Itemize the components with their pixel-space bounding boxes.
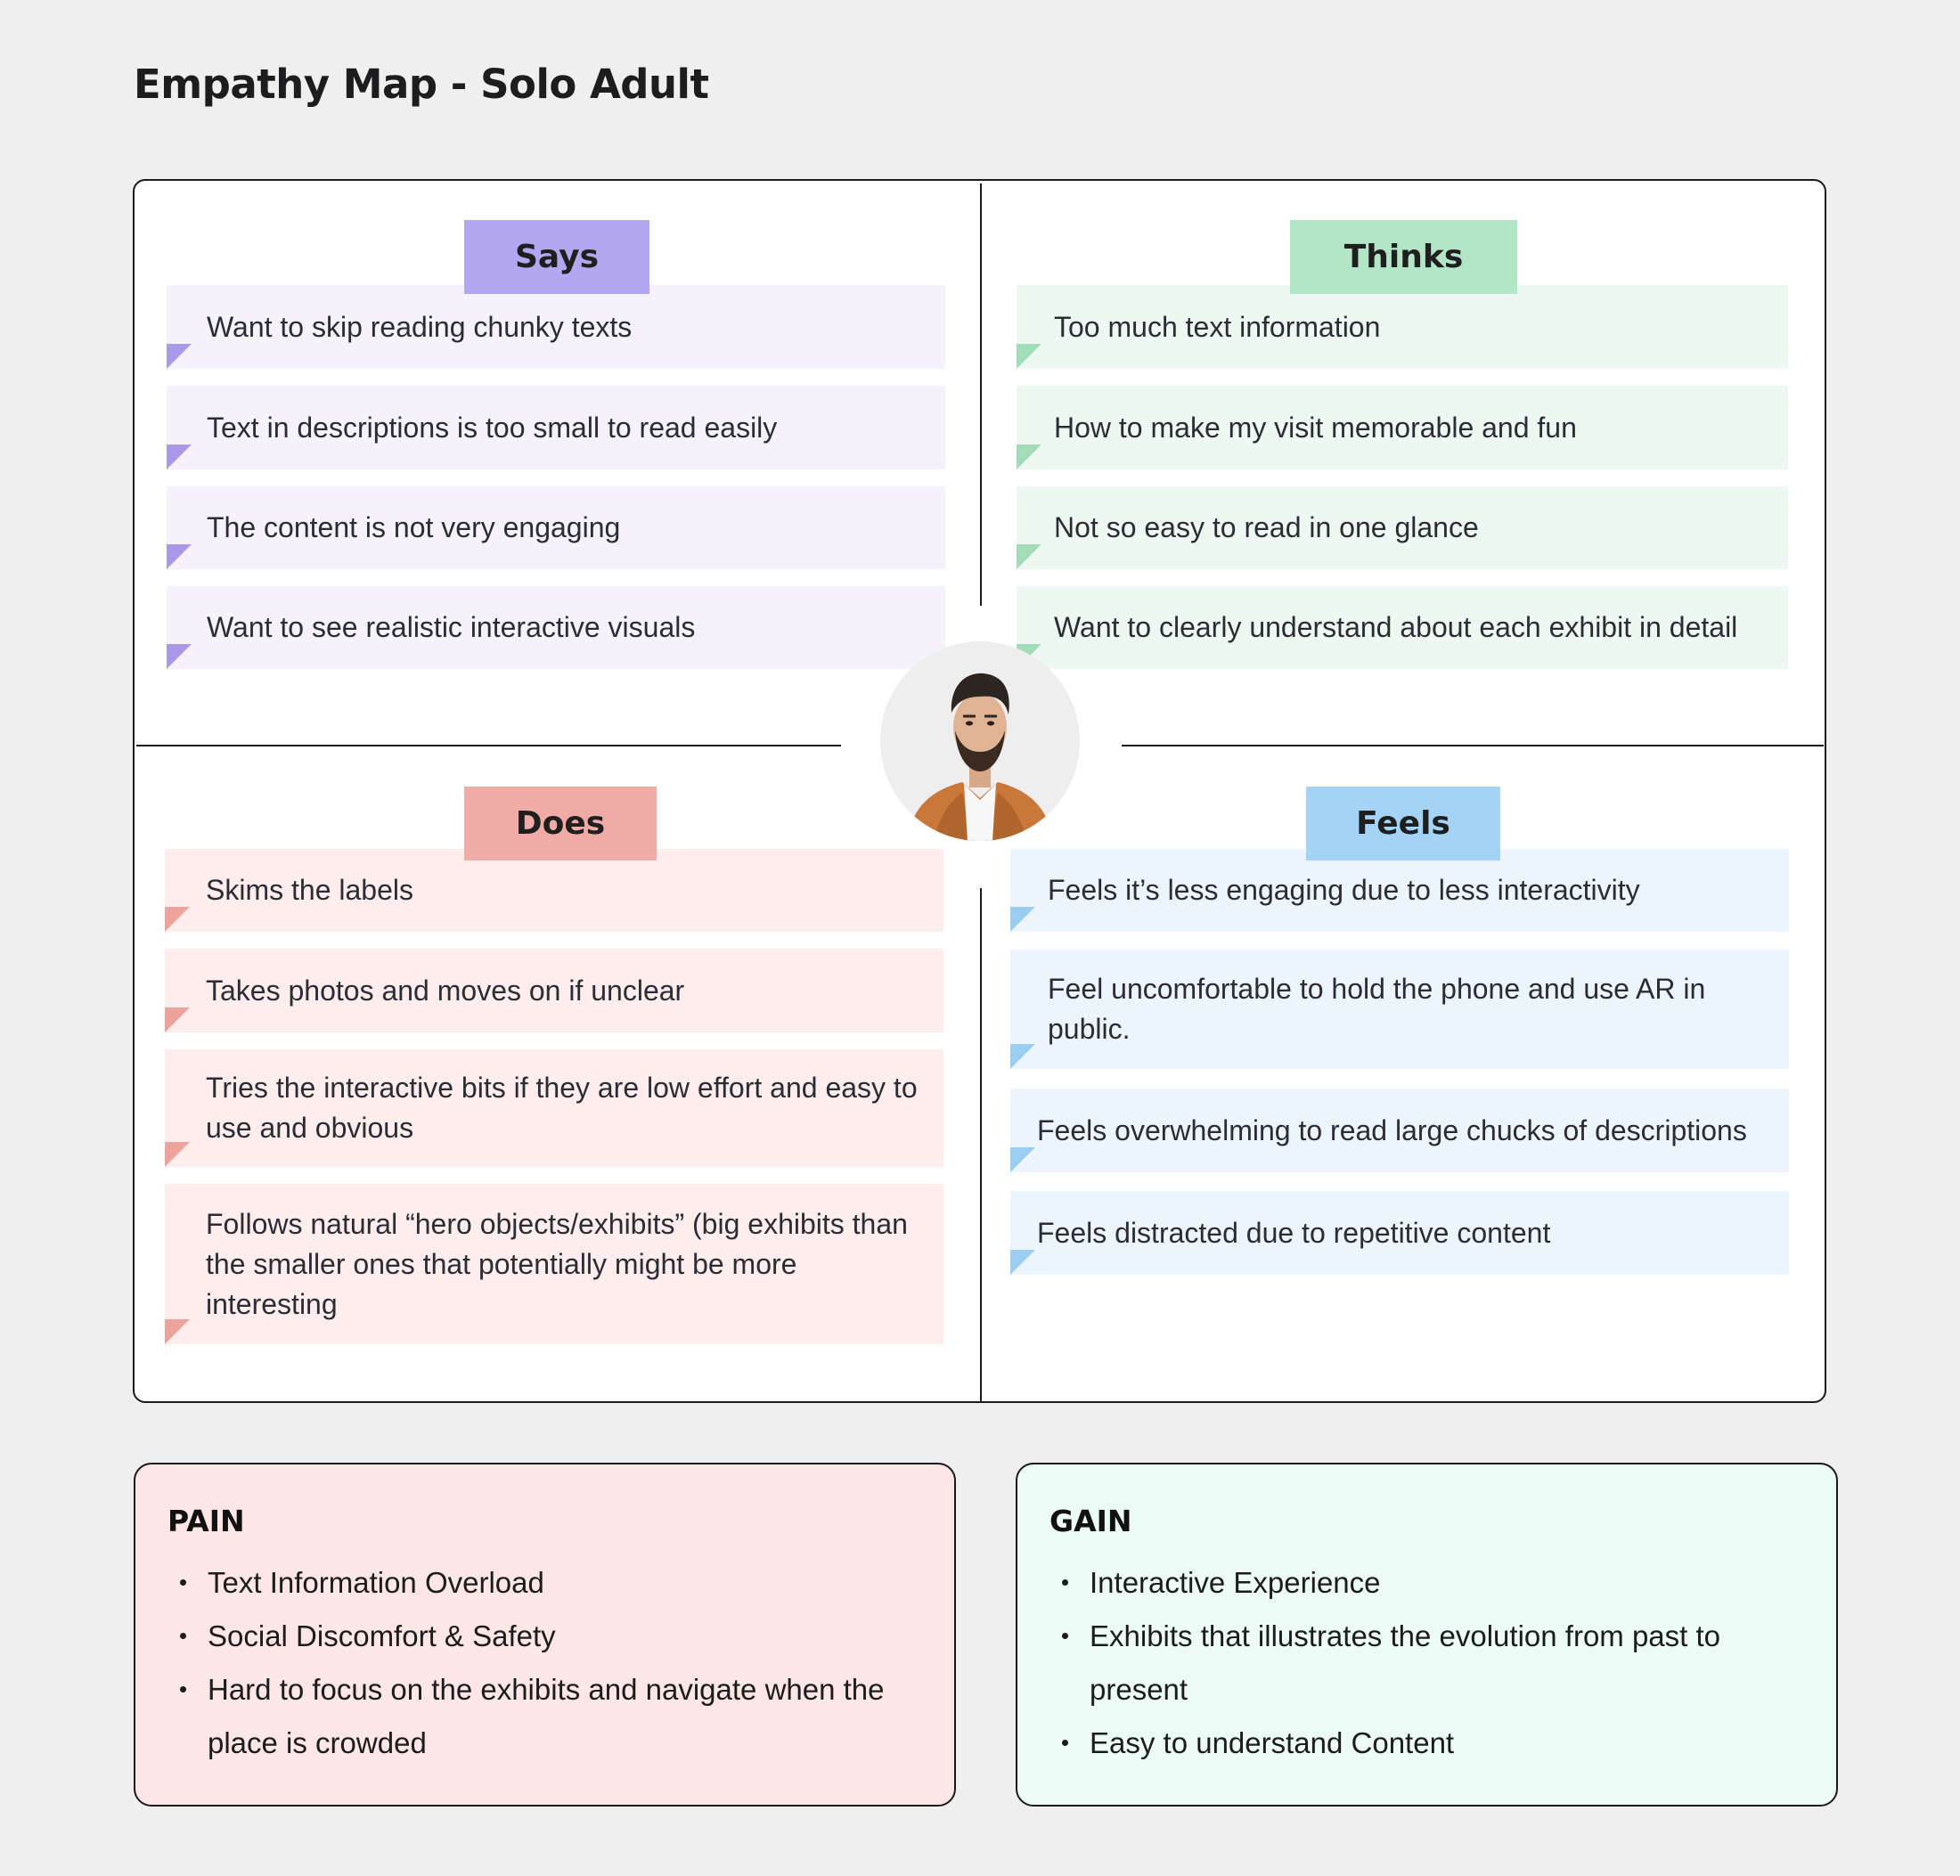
note-fold-icon	[1010, 1147, 1035, 1172]
does-note	[165, 1049, 943, 1167]
note-fold-icon	[167, 644, 192, 669]
gain-item	[1049, 1610, 1809, 1717]
gain-list	[1049, 1556, 1809, 1770]
gain-title: GAIN	[1049, 1504, 1132, 1538]
thinks-note-text: How to make my visit memorable and fun	[1054, 411, 1577, 444]
note-fold-icon	[1017, 445, 1041, 469]
note-fold-icon	[1010, 1250, 1035, 1275]
pain-title: PAIN	[167, 1504, 245, 1538]
note-fold-icon	[1017, 344, 1041, 369]
feels-note-text: Feels overwhelming to read large chucks of descriptions	[1037, 1113, 1747, 1146]
feels-note	[1010, 950, 1789, 1069]
gain-item	[1049, 1717, 1809, 1770]
gain-item-text: Exhibits that illustrates the evolution from past to present	[1090, 1619, 1721, 1706]
says-label: Says	[464, 220, 649, 294]
pain-item	[167, 1556, 927, 1610]
thinks-note-text: Too much text information	[1054, 310, 1381, 343]
feels-note	[1010, 849, 1789, 932]
note-fold-icon	[1017, 544, 1041, 569]
says-note	[167, 486, 945, 569]
does-label: Does	[464, 787, 657, 861]
note-fold-icon	[165, 1319, 190, 1344]
says-note	[167, 586, 945, 669]
thinks-note	[1017, 486, 1788, 569]
note-fold-icon	[167, 445, 192, 469]
says-note	[167, 386, 945, 469]
says-note-text: Want to skip reading chunky texts	[207, 310, 633, 343]
says-note-text: The content is not very engaging	[207, 511, 621, 543]
does-note-text: Takes photos and moves on if unclear	[206, 974, 685, 1007]
horizontal-divider-left	[136, 745, 841, 746]
thinks-note-text: Not so easy to read in one glance	[1054, 511, 1479, 543]
pain-item-text: Text Information Overload	[208, 1566, 544, 1599]
note-fold-icon	[1010, 1044, 1035, 1069]
vertical-divider-top	[980, 184, 982, 606]
horizontal-divider-right	[1122, 745, 1824, 746]
feels-label: Feels	[1306, 787, 1500, 861]
note-fold-icon	[165, 1142, 190, 1167]
says-note-text: Want to see realistic interactive visuals	[207, 611, 696, 643]
pain-item	[167, 1663, 927, 1770]
feels-note-text: Feels it’s less engaging due to less interactivity	[1048, 874, 1640, 906]
bullet-icon	[1062, 1740, 1068, 1746]
gain-item	[1049, 1556, 1809, 1610]
says-note	[167, 285, 945, 369]
pain-list	[167, 1556, 927, 1770]
does-note	[165, 949, 943, 1032]
thinks-note	[1017, 285, 1788, 369]
does-note	[165, 849, 943, 932]
gain-card	[1016, 1463, 1838, 1807]
note-fold-icon	[167, 544, 192, 569]
pain-item-text: Hard to focus on the exhibits and navigate when the place is crowded	[208, 1673, 885, 1759]
does-note-text: Follows natural “hero objects/exhibits” (big exhibits than the smaller ones that potentially might be more interesting	[206, 1207, 908, 1320]
gain-item-text: Interactive Experience	[1090, 1566, 1381, 1599]
pain-item	[167, 1610, 927, 1663]
thinks-note-text: Want to clearly understand about each exhibit in detail	[1054, 611, 1738, 643]
bullet-icon	[180, 1686, 186, 1692]
gain-item-text: Easy to understand Content	[1090, 1726, 1455, 1759]
bullet-icon	[180, 1633, 186, 1639]
feels-note-text: Feels distracted due to repetitive content	[1037, 1216, 1551, 1249]
bullet-icon	[180, 1579, 186, 1586]
note-fold-icon	[167, 344, 192, 369]
thinks-note	[1017, 586, 1788, 669]
feels-note-text: Feel uncomfortable to hold the phone and use AR in public.	[1048, 973, 1706, 1045]
does-note-text: Tries the interactive bits if they are low effort and easy to use and obvious	[206, 1072, 918, 1144]
vertical-divider-bottom	[980, 888, 982, 1402]
does-note-text: Skims the labels	[206, 874, 413, 906]
page-title: Empathy Map - Solo Adult	[134, 61, 709, 108]
thinks-label: Thinks	[1290, 220, 1517, 294]
note-fold-icon	[165, 1007, 190, 1032]
note-fold-icon	[165, 907, 190, 932]
thinks-note	[1017, 386, 1788, 469]
says-note-text: Text in descriptions is too small to read easily	[207, 411, 778, 444]
does-note	[165, 1184, 943, 1344]
feels-note	[1010, 1191, 1789, 1275]
pain-item-text: Social Discomfort & Safety	[208, 1619, 556, 1652]
note-fold-icon	[1010, 907, 1035, 932]
person-portrait-icon	[880, 641, 1080, 841]
pain-card	[134, 1463, 956, 1807]
persona-avatar	[880, 641, 1080, 841]
feels-note	[1010, 1089, 1789, 1172]
bullet-icon	[1062, 1633, 1068, 1639]
bullet-icon	[1062, 1579, 1068, 1586]
